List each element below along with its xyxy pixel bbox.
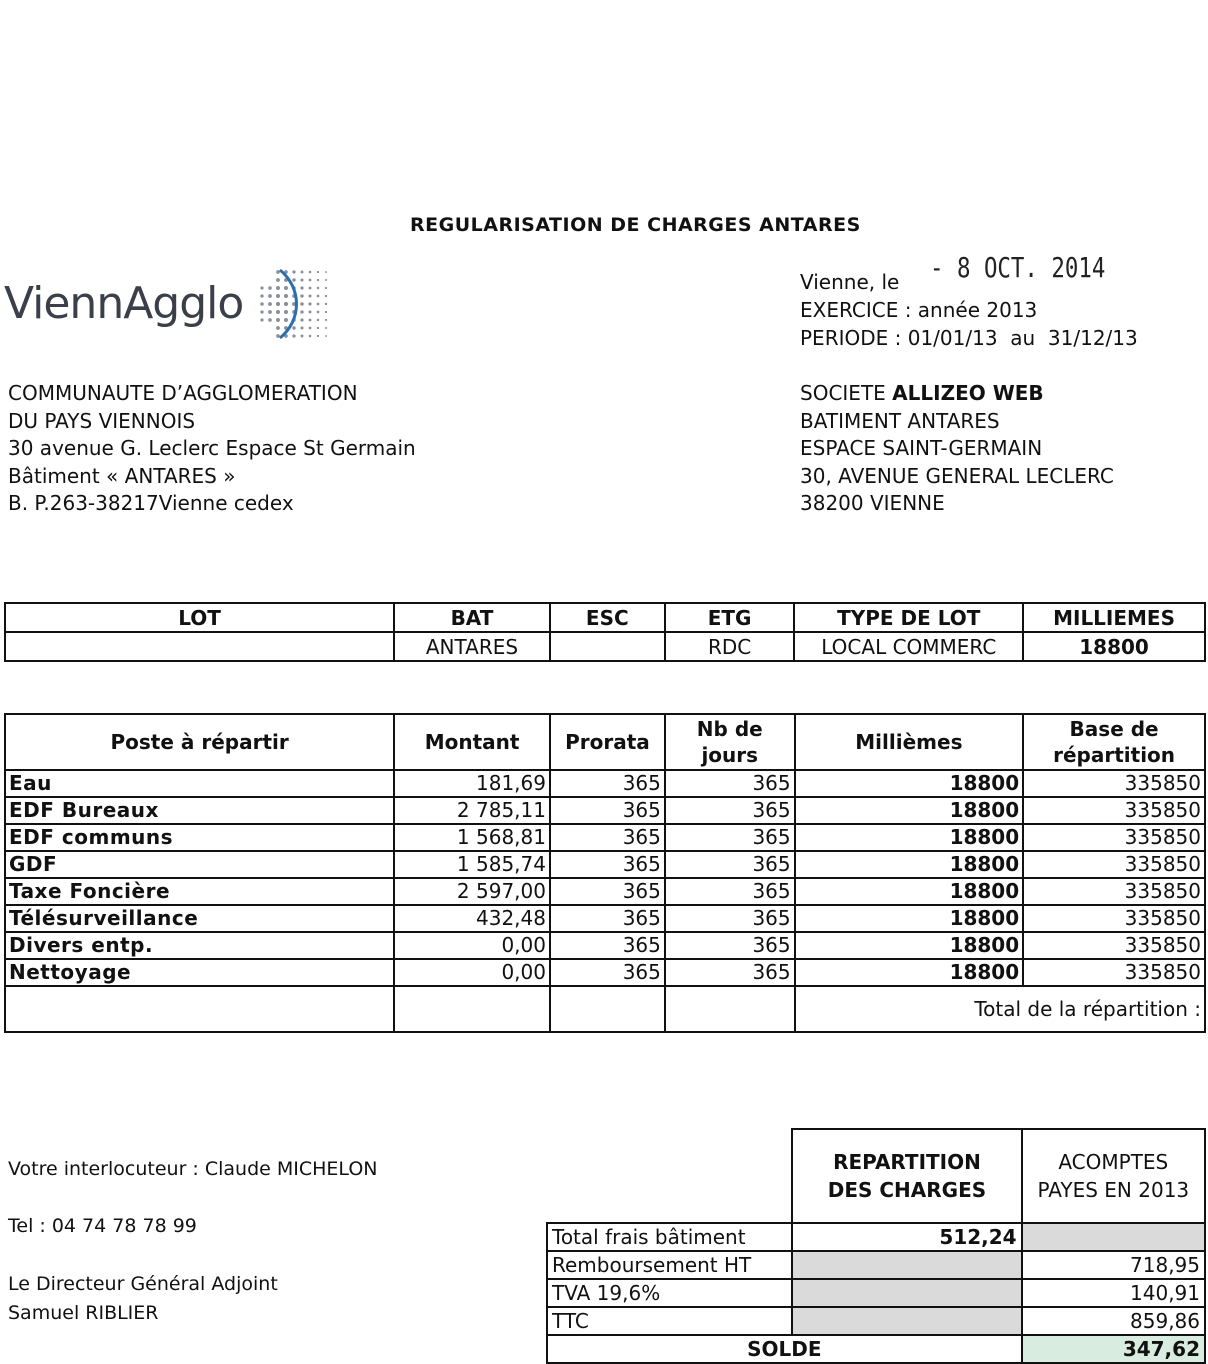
lot-header: MILLIEMES [1023,603,1205,632]
contact-interlocuteur: Votre interlocuteur : Claude MICHELON [8,1158,378,1180]
charge-prorata: 365 [550,851,665,878]
summary-header-repartition [792,1129,1021,1223]
charge-prorata: 365 [550,797,665,824]
charge-poste: GDF [5,851,394,878]
contact-role: Le Directeur Général Adjoint [8,1273,278,1295]
document-meta [800,251,1138,352]
charge-prorata: 365 [550,905,665,932]
charge-row [5,932,1205,959]
charge-jours: 365 [665,797,795,824]
summary-table [546,1128,1206,1364]
summary-repartition: 512,24 [792,1223,1021,1251]
charge-prorata: 365 [550,824,665,851]
summary-row [547,1307,1205,1335]
charge-jours: 365 [665,905,795,932]
logo-dots-icon [258,268,330,340]
charge-milliemes: 18800 [795,797,1024,824]
charge-poste: EDF communs [5,824,394,851]
sender-line: Bâtiment « ANTARES » [8,463,236,488]
summary-repartition [792,1279,1021,1307]
charge-row [5,770,1205,797]
lot-table [4,602,1206,662]
charge-base: 335850 [1023,770,1205,797]
charge-jours: 365 [665,878,795,905]
summary-row [547,1279,1205,1307]
summary-row [547,1251,1205,1279]
charges-table [4,713,1206,1033]
header-milliemes: Millièmes [795,714,1024,770]
contact-name: Samuel RIBLIER [8,1302,159,1324]
sender-line: 30 avenue G. Leclerc Espace St Germain [8,436,416,460]
charge-jours: 365 [665,824,795,851]
charge-row [5,824,1205,851]
lot-header: BAT [394,603,550,632]
header-nb-jours [665,714,795,770]
lot-header: ETG [665,603,795,632]
charge-milliemes: 18800 [795,824,1024,851]
charge-jours: 365 [665,959,795,986]
summary-acomptes: 718,95 [1022,1251,1205,1279]
charge-row [5,959,1205,986]
vienne-label: Vienne, le [800,270,900,294]
charge-prorata: 365 [550,932,665,959]
charge-poste: Divers entp. [5,932,394,959]
charge-montant: 1 568,81 [394,824,550,851]
charges-header-row [5,714,1205,770]
summary-header-line: REPARTITION [833,1150,981,1174]
lot-row [5,632,1205,661]
summary-label: Remboursement HT [547,1251,792,1279]
summary-header-row [547,1129,1205,1223]
recipient-line: BATIMENT ANTARES [800,408,1000,433]
summary-header-acomptes [1022,1129,1205,1223]
charge-montant: 2 785,11 [394,797,550,824]
summary-acomptes [1022,1223,1205,1251]
header-base [1023,714,1205,770]
logo [4,268,334,344]
charge-base: 335850 [1023,851,1205,878]
charge-base: 335850 [1023,878,1205,905]
sender-address [8,380,416,518]
recipient-company: ALLIZEO WEB [892,381,1044,405]
contact-tel: Tel : 04 74 78 78 99 [8,1215,197,1237]
date-stamp: - 8 OCT. 2014 [930,251,1106,284]
header-prorata: Prorata [550,714,665,770]
header-nb-jours-line: jours [701,743,759,767]
charge-milliemes: 18800 [795,878,1024,905]
sender-line: COMMUNAUTE D’AGGLOMERATION [8,381,358,405]
charge-montant: 181,69 [394,770,550,797]
recipient-address [800,380,1114,518]
charge-milliemes: 18800 [795,959,1024,986]
lot-cell [5,632,394,661]
exercice: EXERCICE : année 2013 [800,298,1038,322]
sender-line: B. P.263-38217Vienne cedex [8,491,294,515]
recipient-line: ESPACE SAINT-GERMAIN [800,436,1043,460]
charge-poste: Taxe Foncière [5,878,394,905]
header-base-line: répartition [1053,743,1176,767]
summary-header-line: DES CHARGES [827,1178,987,1202]
charge-montant: 0,00 [394,932,550,959]
header-poste: Poste à répartir [5,714,394,770]
charge-milliemes: 18800 [795,770,1024,797]
charge-base: 335850 [1023,959,1205,986]
summary-label: Total frais bâtiment [547,1223,792,1251]
summary-label: TVA 19,6% [547,1279,792,1307]
charge-base: 335850 [1023,797,1205,824]
charge-row [5,878,1205,905]
charge-base: 335850 [1023,824,1205,851]
charge-row [5,851,1205,878]
charge-milliemes: 18800 [795,851,1024,878]
total-cell [550,986,665,1032]
lot-cell: RDC [665,632,795,661]
charge-prorata: 365 [550,770,665,797]
charge-milliemes: 18800 [795,905,1024,932]
summary-acomptes: 859,86 [1022,1307,1205,1335]
total-cell [665,986,795,1032]
solde-row [547,1335,1205,1363]
logo-text: ViennAgglo [4,278,244,329]
recipient-line: 38200 VIENNE [800,491,945,515]
document-title: REGULARISATION DE CHARGES ANTARES [410,214,861,236]
total-cell [5,986,394,1032]
summary-repartition [792,1307,1021,1335]
recipient-company-line [800,380,1114,408]
charge-base: 335850 [1023,932,1205,959]
solde-label: SOLDE [547,1335,1022,1363]
charge-poste: Eau [5,770,394,797]
lot-header-row [5,603,1205,632]
summary-row [547,1223,1205,1251]
summary-header-line: PAYES EN 2013 [1037,1178,1190,1202]
lot-cell [550,632,665,661]
charge-row [5,797,1205,824]
charge-row [5,905,1205,932]
summary-repartition [792,1251,1021,1279]
charge-prorata: 365 [550,878,665,905]
charge-poste: Télésurveillance [5,905,394,932]
periode: PERIODE : 01/01/13 au 31/12/13 [800,326,1138,350]
charge-montant: 1 585,74 [394,851,550,878]
summary-header-line: ACOMPTES [1058,1150,1169,1174]
recipient-prefix: SOCIETE [800,381,893,405]
lot-cell: LOCAL COMMERC [794,632,1023,661]
charge-poste: Nettoyage [5,959,394,986]
header-montant: Montant [394,714,550,770]
total-cell [394,986,550,1032]
sender-line: DU PAYS VIENNOIS [8,408,196,433]
lot-header: ESC [550,603,665,632]
solde-value: 347,62 [1022,1335,1205,1363]
summary-label: TTC [547,1307,792,1335]
charge-montant: 432,48 [394,905,550,932]
charge-jours: 365 [665,851,795,878]
lot-header: TYPE DE LOT [794,603,1023,632]
charge-jours: 365 [665,770,795,797]
charge-montant: 0,00 [394,959,550,986]
lot-cell: 18800 [1023,632,1205,661]
charge-milliemes: 18800 [795,932,1024,959]
charge-poste: EDF Bureaux [5,797,394,824]
recipient-line: 30, AVENUE GENERAL LECLERC [800,463,1114,488]
total-row [5,986,1205,1032]
summary-blank [547,1129,792,1223]
charge-prorata: 365 [550,959,665,986]
lot-header: LOT [5,603,394,632]
total-label: Total de la répartition : [795,986,1205,1032]
charge-montant: 2 597,00 [394,878,550,905]
charge-base: 335850 [1023,905,1205,932]
summary-acomptes: 140,91 [1022,1279,1205,1307]
header-base-line: Base de [1069,717,1159,741]
lot-cell: ANTARES [394,632,550,661]
charge-jours: 365 [665,932,795,959]
header-nb-jours-line: Nb de [696,717,763,741]
